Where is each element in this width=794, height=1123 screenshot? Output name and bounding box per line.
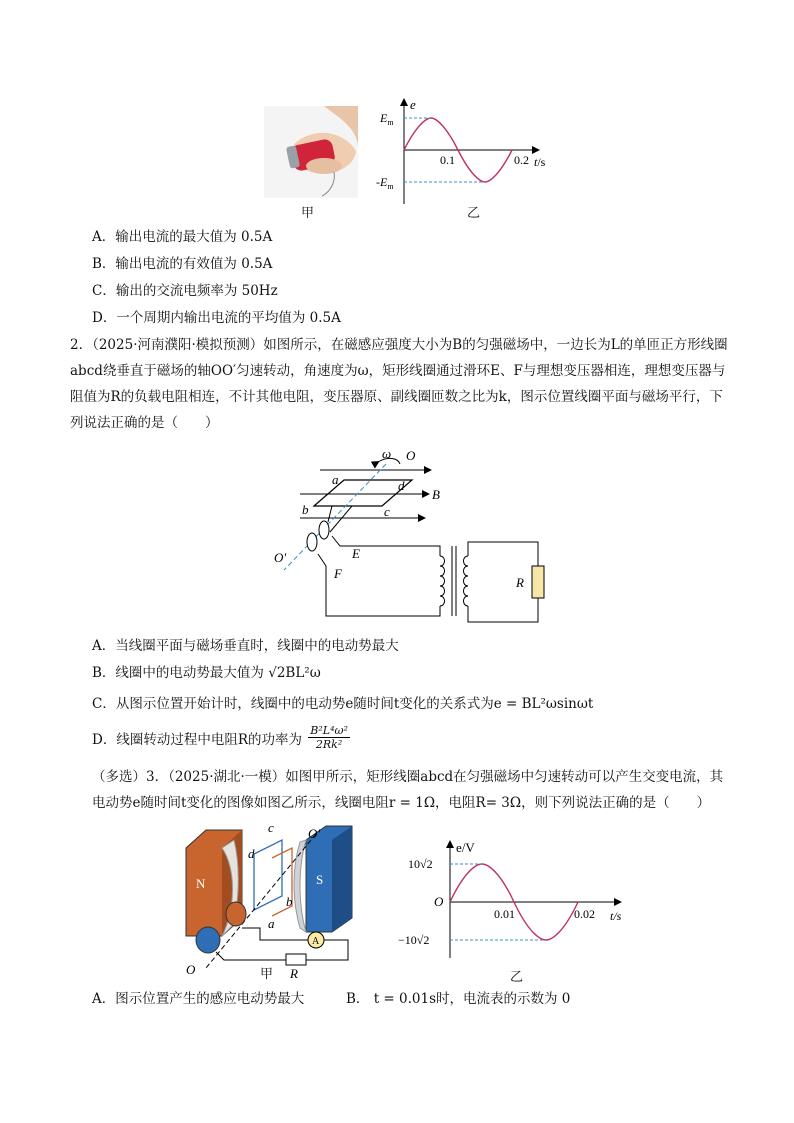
neg-em-label: $-E_m$ [376,175,394,191]
emf-graph-1 [376,96,546,206]
circuit-wire-top [242,928,308,940]
hand-generator-photo [264,106,358,198]
c-label-jia: c [268,820,274,835]
x-label-yi: t/s [610,909,622,923]
circuit-wire-bottom [216,952,286,960]
q1-option-a: A．输出电流的最大值为 0.5A [92,229,273,245]
em-label: $E_m$ [380,111,394,127]
q2-option-d-text: D．线圈转动过程中电阻R的功率为 [92,731,302,748]
tick-0.1: 0.1 [440,153,455,167]
hand-generator-illustration [264,106,358,198]
omega-label: ω [382,446,392,461]
q3-option-a: A．图示位置产生的感应电动势最大 [92,991,305,1007]
o-prime-label-jia: O′ [308,826,321,841]
origin-label-yi: O [434,894,444,909]
q1-option-d: D．一个周期内输出电流的平均值为 0.5A [92,310,341,326]
q3-graph-yi [398,836,634,960]
r-label-jia: R [290,966,298,980]
a-label: a [332,472,339,487]
b-label-jia: b [286,894,293,909]
tick-0.2: 0.2 [514,153,529,167]
ammeter-label: A [312,936,320,947]
d-label-jia: d [248,846,255,861]
secondary-coil [464,556,469,606]
r-label: R [516,575,524,590]
o-label-jia: O [186,962,196,977]
wire-f [318,554,440,616]
caption-yi-1: 乙 [467,206,481,221]
caption-jia-3: 甲 [260,967,274,982]
min-label-yi: −10√2 [398,933,430,947]
q3-option-b: B． t = 0.01s时，电流表的示数为 0 [346,991,571,1007]
q2-option-a: A．当线圈平面与磁场垂直时，线圈中的电动势最大 [92,638,399,654]
y-label-yi: e/V [456,840,475,855]
wire-e [332,536,440,556]
q2-stem [70,332,730,436]
coil-lead-1 [328,506,332,522]
fraction-numerator: B²L⁴ω² [310,724,348,737]
q2-option-b: B．线圈中的电动势最大值为 √2BL²ω [92,665,321,681]
primary-coil [440,556,445,606]
q2-option-d [92,724,350,751]
q2-option-d-fraction [308,724,350,751]
o-prime-label: O′ [274,550,287,565]
max-label-yi: 10√2 [408,857,433,871]
q1-option-b: B．输出电流的有效值为 0.5A [92,256,273,272]
q2-option-c: C．从图示位置开始计时，线圈中的电动势e随时间t变化的关系式为e = BL²ωsinωt [92,696,594,712]
e-ring-label: E [352,546,360,561]
s-label: S [316,872,324,887]
tick-0.01: 0.01 [494,907,515,921]
fraction-denominator: 2Rk² [315,738,343,751]
q1-option-c: C．输出的交流电频率为 50Hz [92,283,278,299]
caption-jia-1: 甲 [301,206,315,221]
resistor-r-jia [286,954,306,965]
b-label: b [302,502,309,517]
slip-ring-orange [226,902,246,926]
b-field-label: B [432,487,440,502]
slip-ring-1 [319,521,329,539]
secondary-wire-bottom [468,598,538,622]
t-axis-label: t/s [534,155,546,169]
c-label: c [384,504,390,519]
d-label: d [398,478,405,493]
coil-rect [254,840,282,910]
a-label-jia: a [268,916,275,931]
q2-figure [270,444,560,630]
q2-stem-text: 2．（2025·河南濮阳·模拟预测）如图所示，在磁感应强度大小为B的匀强磁场中，一边长为L的单匝正方形线圈abcd绕垂直于磁场的轴OO′匀速转动，角速度为ω，矩形线圈通过滑环E、F与理想变压器相连，理想变压器与阻值为R的负载电阻相连，不计其他电阻，变压器原、副线圈匝数之比为k，图示位置线圈平面与磁场平行，下列说法正确的是（ ） [70,337,728,431]
slip-ring-blue [196,927,220,953]
o-label: O [406,448,416,463]
caption-yi-3: 乙 [510,970,524,985]
q3-stem-text: （多选）3．（2025·湖北·一模）如图甲所示，矩形线圈abcd在匀强磁场中匀速转动可以产生交变电流，其电动势e随时间t变化的图像如图乙所示，线圈电阻r = 1Ω，电阻R= 3Ω，则下列说法正确的是（ ） [92,769,724,811]
f-ring-label: F [334,566,342,581]
secondary-wire-top [468,542,538,566]
e-axis-label: e [410,97,416,112]
n-label: N [196,876,206,891]
q3-stem [92,764,732,816]
tick-0.02: 0.02 [574,907,595,921]
q3-figure-jia [176,818,356,980]
resistor-r [532,566,544,598]
slip-ring-2 [307,533,317,551]
